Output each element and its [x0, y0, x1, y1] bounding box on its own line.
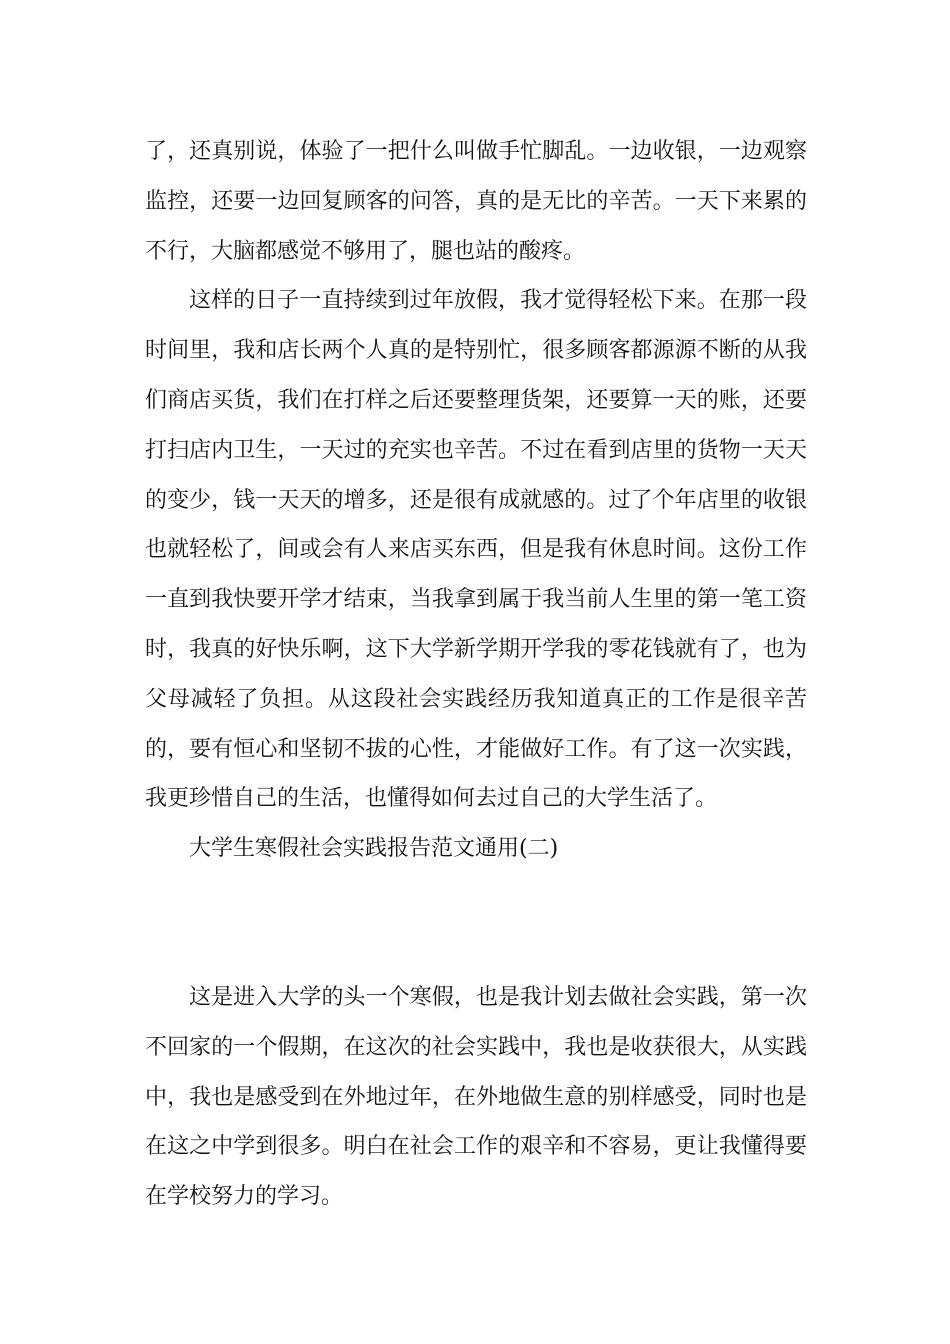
paragraph: 这是进入大学的头一个寒假，也是我计划去做社会实践，第一次不回家的一个假期，在这次的社会实践中，我也是收获很大，从实践中，我也是感受到在外地过年，在外地做生意的别样感受，同时也是在这之中学到很多。明白在社会工作的艰辛和不容易，更让我懂得要在学校努力的学习。 [145, 985, 807, 1210]
document-body-bottom [145, 973, 807, 1222]
section-heading: 大学生寒假社会实践报告范文通用(二) [189, 836, 559, 862]
paragraph-continuation: 了，还真别说，体验了一把什么叫做手忙脚乱。一边收银，一边观察监控，还要一边回复顾客的问答，真的是无比的辛苦。一天下来累的不行，大脑都感觉不够用了，腿也站的酸疼。 [145, 139, 807, 264]
document-body-top [145, 127, 807, 874]
paragraph: 这样的日子一直持续到过年放假，我才觉得轻松下来。在那一段时间里，我和店长两个人真的是特别忙，很多顾客都源源不断的从我们商店买货，我们在打样之后还要整理货架，还要算一天的账，还要打扫店内卫生，一天过的充实也辛苦。不过在看到店里的货物一天天的变少，钱一天天的增多，还是很有成就感的。过了个年店里的收银也就轻松了，间或会有人来店买东西，但是我有休息时间。这份工作一直到我快要开学才结束，当我拿到属于我当前人生里的第一笔工资时，我真的好快乐啊，这下大学新学期开学我的零花钱就有了，也为父母减轻了负担。从这段社会实践经历我知道真正的工作是很辛苦的，要有恒心和坚韧不拔的心性，才能做好工作。有了这一次实践，我更珍惜自己的生活，也懂得如何去过自己的大学生活了。 [145, 288, 807, 812]
